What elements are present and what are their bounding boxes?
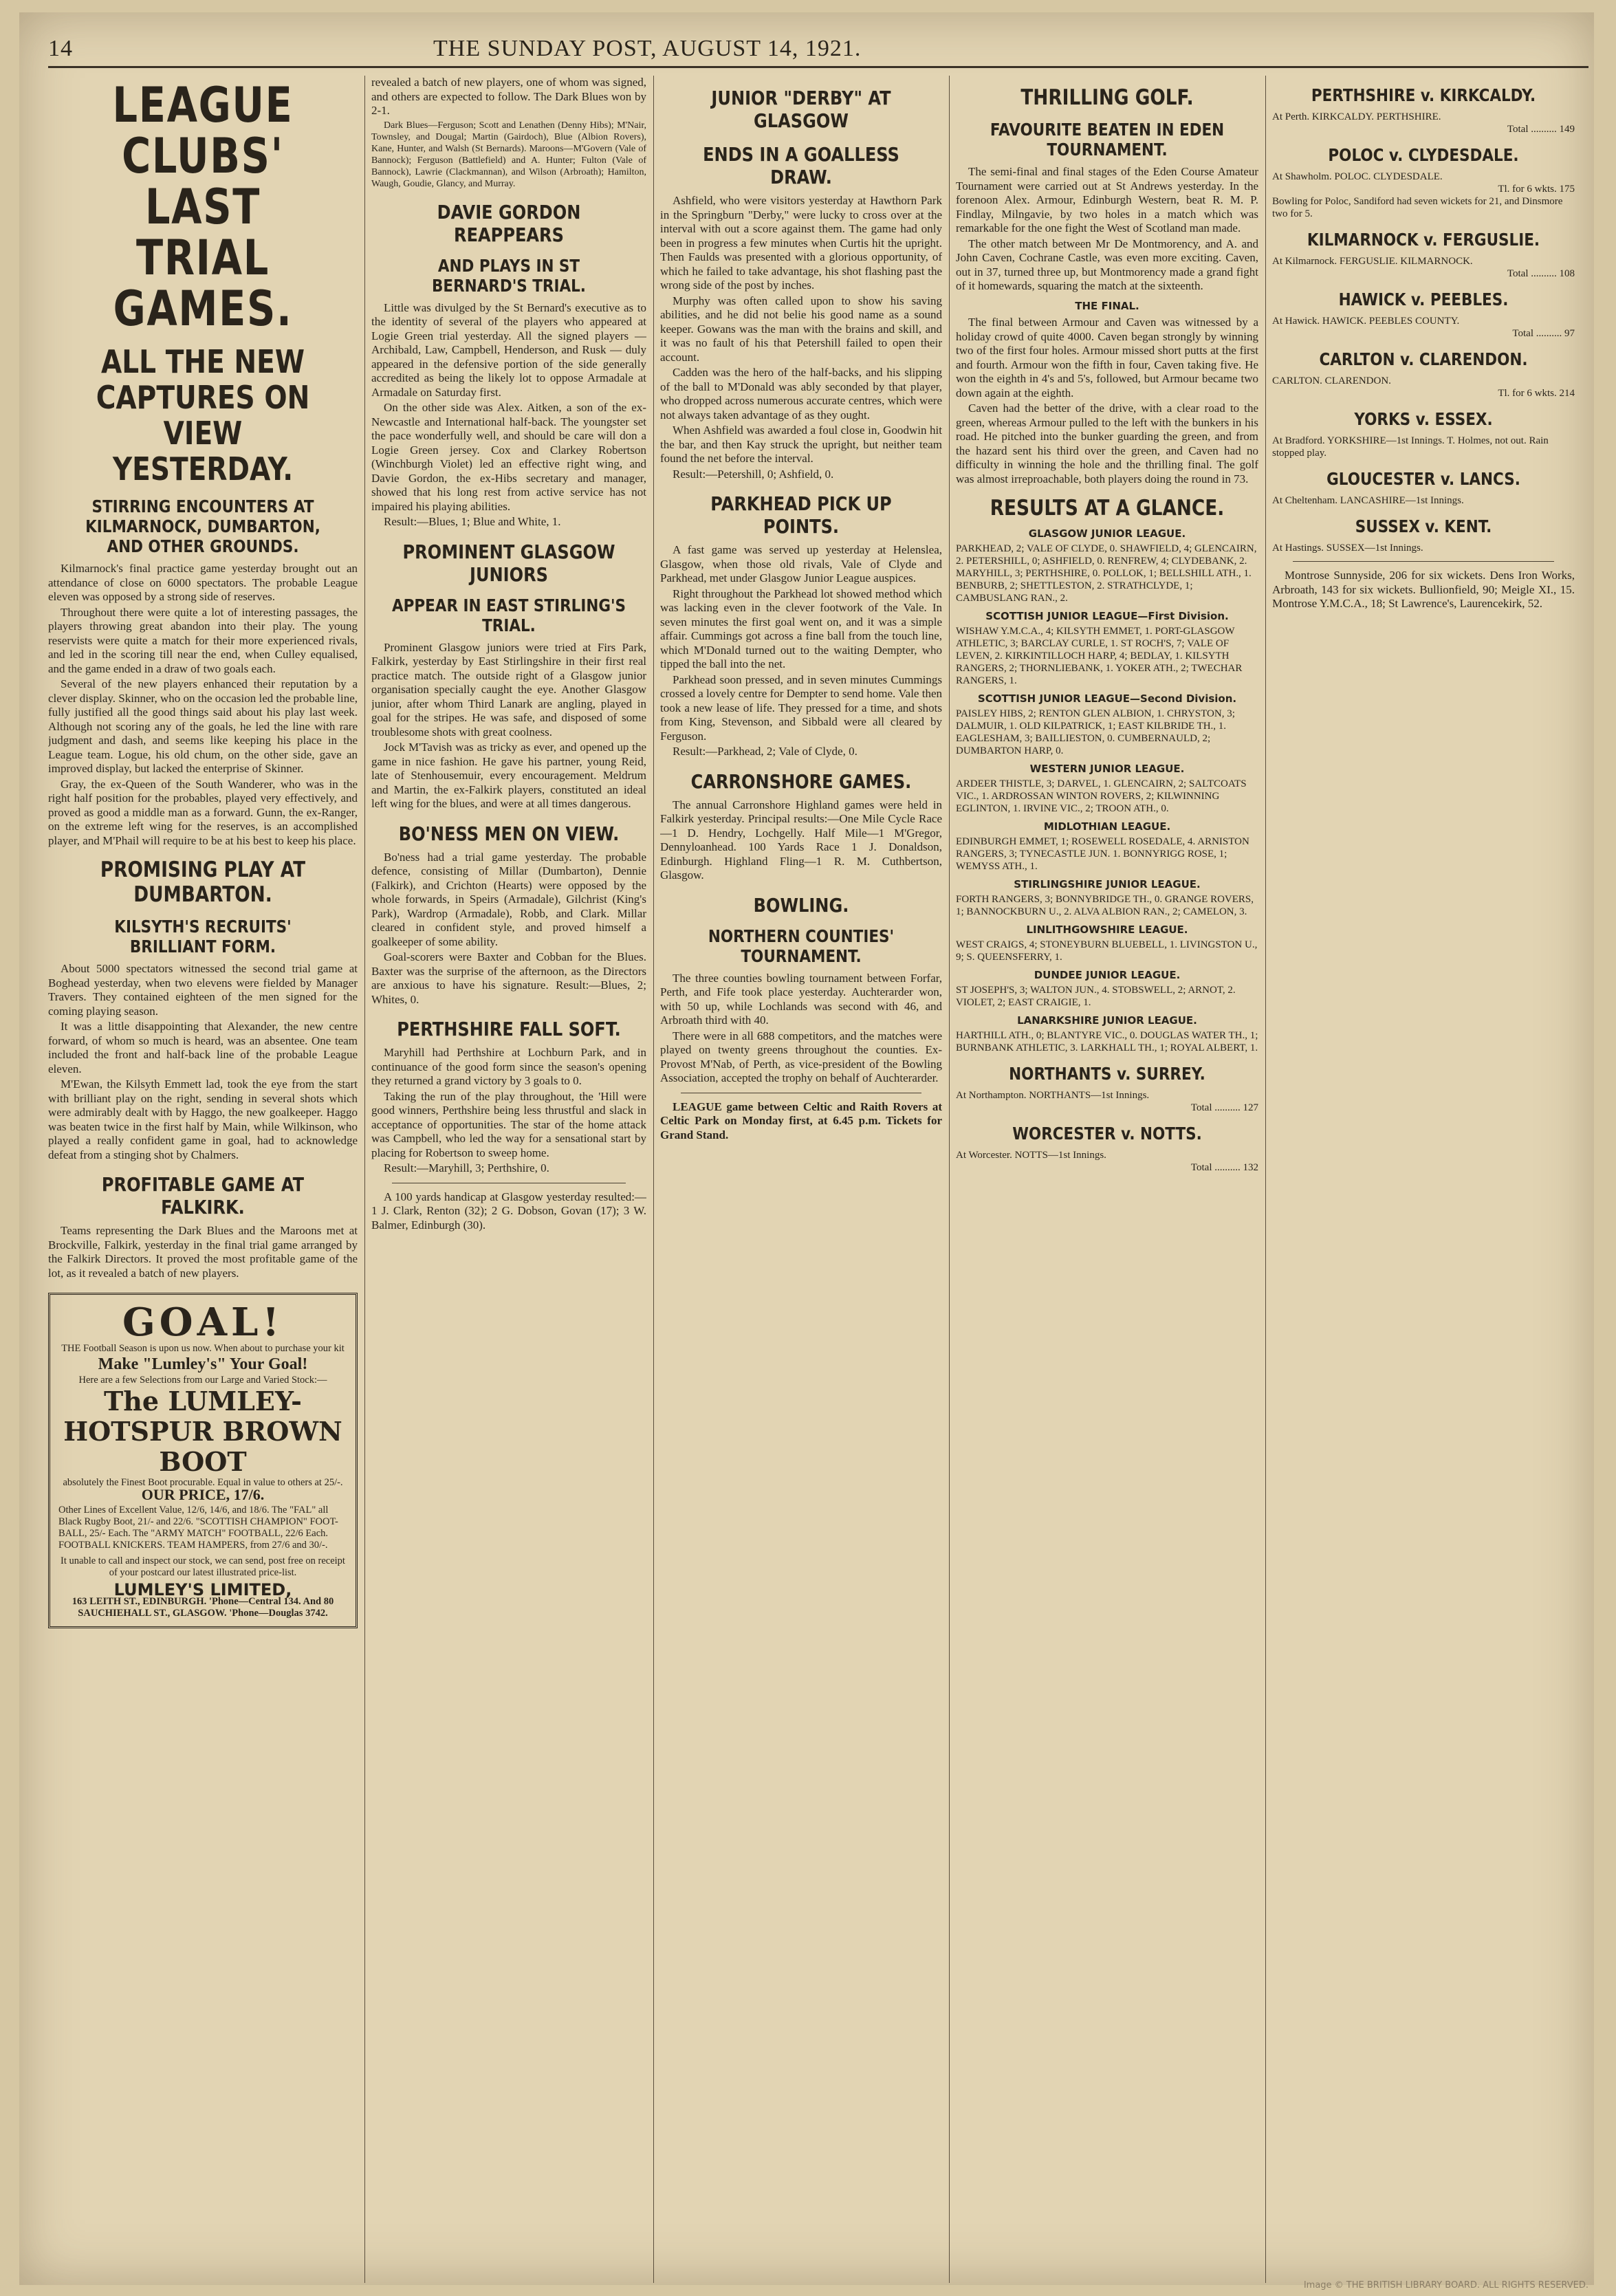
paragraph: Several of the new players enhanced their reputation by a clever display. Skinner, who on the occasion led the probable line, fully justified all the good things said about his play last week. Although not scoring any of the goals, he led the line with rare judgment and dash, and seems like keeping his place in the League team. Logue, his old chum, on the other side, gave an improved display, but lacked the enterprise of Skinner.: [48, 677, 358, 775]
column-2: [371, 76, 646, 2283]
section-headline: PROMISING PLAY AT DUMBARTON.: [100, 857, 306, 907]
scorecard-sub: At Cheltenham. LANCASHIRE—1st Innings.: [1272, 495, 1464, 506]
scorecard-total: Total .......... 108: [1507, 268, 1575, 279]
scorecard-sub: At Kilmarnock. FERGUSLIE. KILMARNOCK.: [1272, 256, 1473, 267]
paragraph: Taking the run of the play throughout, the 'Hill were good winners, Perthshire being less thrustful and slack in acceptance of opportunities. The star of the home attack was Campbell, who led the way for a sensational start by placing for Robertson to sweep home.: [371, 1089, 646, 1159]
scorecard-sub: At Perth. KIRKCALDY. PERTHSHIRE.: [1272, 111, 1441, 122]
paragraph: Jock M'Tavish was as tricky as ever, and opened up the game in nice fashion. He gave his partner, young Reid, late of Stenhousemuir, every encouragement. Meldrum and Martin, the ex-Falkirk players, constituted an ideal left wing for the blues, and were at all times dangerous.: [371, 741, 646, 810]
subheading: THE FINAL.: [1075, 299, 1139, 312]
cricket-headline: KILMARNOCK v. FERGUSLIE.: [1307, 230, 1540, 250]
result-line: Result:—Petershill, 0; Ashfield, 0.: [673, 467, 834, 481]
paragraph: Ashfield, who were visitors yesterday at Hawthorn Park in the Springburn "Derby," were lucky to cross over at the interval with out a score against them. The game had only been in progress a few minutes when Curtis hit the upright. Then Faulds was presented with a glorious opportunity, of which he failed to take advantage, his shot flashing past the wrong side of the post by inches.: [660, 194, 942, 292]
paragraph: Bo'ness had a trial game yesterday. The probable defence, consisting of Millar (Dumbarton), Dennie (Falkirk), and Crichton (Hearts) were opposed by the whole forwards, in Speirs (Armadale), Gilchrist (King's Park), Wardrop (Armadale), Robb, and Clark. Millar cleared in confident style, and proved himself a goalkeeper of some ability.: [371, 850, 646, 948]
league-heading: MIDLOTHIAN LEAGUE.: [1043, 820, 1171, 833]
paragraph: On the other side was Alex. Aitken, a son of the ex-Newcastle and International half-back. The youngster set the pace wonderfully well, and should be care will don a Logie Green jersey. Cox and Clarkey Robertson (Winchburgh Violet) led an effective right wing, and Davie Gordon, the ex-Hibs secretary and manager, showed that his long rest from active service has not impaired his playing abilities.: [371, 401, 646, 513]
league-results: FORTH RANGERS, 3; BONNYBRIDGE TH., 0. GRANGE ROVERS, 1; BANNOCKBURN U., 2. ALVA ALBION RAN., 2; CAMELON, 3.: [956, 894, 1254, 917]
scorecard-sub: CARLTON. CLARENDON.: [1272, 375, 1391, 386]
masthead-rule: [48, 66, 1588, 68]
section-headline: CARRONSHORE GAMES.: [690, 769, 912, 793]
paragraph: Little was divulged by the St Bernard's executive as to the identity of several of the players who appeared at Logie Green trial yesterday. All the signed players — Archibald, Law, Campbell, Henderson, and Rusk — duly appeared in the defensive portion of the side generally accredited as being the likely lot to oppose Armadale at Armadale on Saturday first.: [371, 300, 646, 399]
result-line: Result:—Blues, 1; Blue and White, 1.: [384, 515, 561, 528]
league-heading: LINLITHGOWSHIRE LEAGUE.: [1026, 923, 1188, 936]
section-headline: BO'NESS MEN ON VIEW.: [398, 822, 620, 845]
paragraph: Murphy was often called upon to show his saving abilities, and he did not belie his good name as a sound keeper. Gowans was the man with the brains and skill, and it was no fault of his that Petershill failed to open their account.: [660, 294, 942, 364]
column-1: [48, 76, 358, 2283]
league-results: HARTHILL ATH., 0; BLANTYRE VIC., 0. DOUGLAS WATER TH., 1; BURNBANK ATHLETIC, 3. LARKHALL TH., 1; ROYAL ALBERT, 1.: [956, 1030, 1258, 1053]
section-headline: PROMINENT GLASGOW JUNIORS: [402, 540, 615, 586]
paragraph: Maryhill had Perthshire at Lochburn Park, and in continuance of the good form since the season's opening they returned a grand victory by 3 goals to 0.: [371, 1046, 646, 1087]
section-subheadline: FAVOURITE BEATEN IN EDEN TOURNAMENT.: [990, 120, 1225, 160]
section-subheadline: KILSYTH'S RECRUITS' BRILLIANT FORM.: [114, 917, 292, 956]
scorecard-total: Total .......... 149: [1507, 124, 1575, 135]
ad-brand: The LUMLEY-HOTSPUR BROWN BOOT: [63, 1386, 342, 1477]
section-headline: BOWLING.: [753, 893, 849, 917]
paragraph: The annual Carronshore Highland games were held in Falkirk yesterday. Principal results:—One Mile Cycle Race—1 D. Hendry, Lochgelly. Half Mile—1 M'Gregor, Dennyloanhead. 100 Yards Race 1 J. Donaldson, Edinburgh. Highland Fling—1 R. M. Cuthbertson, Glasgow.: [660, 798, 942, 882]
cricket-headline: POLOC v. CLYDESDALE.: [1328, 145, 1519, 165]
league-results: WISHAW Y.M.C.A., 4; KILSYTH EMMET, 1. PORT-GLASGOW ATHLETIC, 3; BARCLAY CURLE, 1. ST ROCH'S, 7; VALE OF LEVEN, 2. KIRKINTILLOCH HARP, 4; BEDLAY, 1. KILSYTH RANGERS, 2; THORNLIEBANK, 1. YOKER ATH., 2; TWECHAR RANGERS, 1.: [956, 626, 1243, 686]
column-3: [660, 76, 942, 2283]
paragraph: Kilmarnock's final practice game yesterday brought out an attendance of close on 6000 spectators. The probable League eleven was opposed by a strong side of reserves.: [48, 562, 358, 603]
cricket-headline: YORKS v. ESSEX.: [1354, 409, 1493, 429]
paragraph: M'Ewan, the Kilsyth Emmett lad, took the eye from the start with brilliant play on the right, sending in several shots which were admirably dealt with by Haggo, the new goalkeeper. Haggo was beaten twice in the first half by Main, while Wilkinson, who played a really confident game in goal, had to acknowledge defeat from a stinging shot by Chalmers.: [48, 1078, 358, 1161]
ad-footer-text: It unable to call and inspect our stock, we can send, post free on receipt of your postcard our latest illustrated price-list.: [61, 1555, 345, 1578]
cricket-headline: HAWICK v. PEEBLES.: [1338, 289, 1509, 309]
league-heading: STIRLINGSHIRE JUNIOR LEAGUE.: [1014, 878, 1201, 890]
scorecard-total: Tl. for 6 wkts. 214: [1498, 388, 1575, 399]
paragraph: When Ashfield was awarded a foul close in, Goodwin hit the bar, and then Kay struck the upright, but neither team found the net before the interval.: [660, 424, 942, 465]
league-results: WEST CRAIGS, 4; STONEYBURN BLUEBELL, 1. LIVINGSTON U., 9; S. QUEENSFERRY, 1.: [956, 939, 1258, 963]
column-5: [1272, 76, 1575, 2283]
league-results: ARDEER THISTLE, 3; DARVEL, 1. GLENCAIRN, 2; SALTCOATS VIC., 1. ARDROSSAN WINTON ROVERS, 2; KILWINNING EGLINTON, 1. IRVINE VIC., 2; TROON ATH., 0.: [956, 778, 1247, 814]
cricket-headline: PERTHSHIRE v. KIRKCALDY.: [1311, 85, 1536, 105]
result-line: Result:—Maryhill, 3; Perthshire, 0.: [384, 1161, 549, 1174]
page-number: 14: [48, 36, 73, 61]
paper-title: THE SUNDAY POST, AUGUST 14, 1921.: [433, 36, 862, 61]
paragraph: There were in all 688 competitors, and the matches were played on twenty greens throughout the counties. Ex-Provost M'Nab, of Perth, as vice-president of the Bowling Association, accepted the trophy on behalf of Auchterarder.: [660, 1029, 942, 1084]
cricket-headline: WORCESTER v. NOTTS.: [1012, 1124, 1202, 1144]
paragraph: It was a little disappointing that Alexander, the new centre forward, of whom so much is heard, was an absentee. One team included the front and half-back line of the probable League eleven.: [48, 1020, 358, 1075]
paragraph: The other match between Mr De Montmorency, and A. and John Caven, Cochrane Castle, was even more exciting. Caven, out in 37, turned three up, but Montmorency made a grand fight of it homewards, squaring the match at the sixteenth.: [956, 237, 1258, 292]
section-headline: PERTHSHIRE FALL SOFT.: [397, 1018, 621, 1040]
notice: LEAGUE game between Celtic and Raith Rovers at Celtic Park on Monday first, at 6.45 p.m. Tickets for Grand Stand.: [660, 1100, 942, 1141]
paragraph: revealed a batch of new players, one of whom was signed, and others are expected to follow. The Dark Blues won by 2-1.: [371, 76, 646, 117]
section-headline: PROFITABLE GAME AT FALKIRK.: [101, 1173, 305, 1218]
league-heading: SCOTTISH JUNIOR LEAGUE—Second Division.: [977, 692, 1237, 705]
paragraph: Parkhead soon pressed, and in seven minutes Cummings crossed a lovely centre for Dempter to send home. Vale then took a new lease of life. They pressed for a time, and shots from King, Stevenson, and Sibbald were all cleared by Ferguson.: [660, 673, 942, 743]
section-headline: PARKHEAD PICK UP POINTS.: [710, 492, 892, 538]
paragraph: About 5000 spectators witnessed the second trial game at Boghead yesterday, when two elevens were fielded by Manager Travers. They contained eighteen of the men signed for the coming playing season.: [48, 962, 358, 1018]
league-results: PAISLEY HIBS, 2; RENTON GLEN ALBION, 1. CHRYSTON, 3; DALMUIR, 1. OLD KILPATRICK, 1; EAST KILBRIDE TH., 1. EAGLESHAM, 3; BAILLIESTON, 0. CUMBERNAULD, 2; DUMBARTON HARP, 0.: [956, 708, 1235, 756]
rule: [1293, 561, 1554, 562]
result-line: Result:—Parkhead, 2; Vale of Clyde, 0.: [673, 745, 858, 758]
ad-price: OUR PRICE, 17/6.: [141, 1486, 265, 1503]
league-results: ST JOSEPH'S, 3; WALTON JUN., 4. STOBSWELL, 2; ARNOT, 2. VIOLET, 2; EAST CRAIGIE, 1.: [956, 985, 1236, 1008]
paragraph: The semi-final and final stages of the Eden Course Amateur Tournament were carried out at St Andrews yesterday. In the forenoon Alex. Armour, Edinburgh Western, beat R. M. P. Findlay, Milngavie, by two holes in a match which was remarkable for the one fight the West of Scotland man made.: [956, 165, 1258, 234]
ad-address: 163 LEITH ST., EDINBURGH. 'Phone—Central 134. And 80 SAUCHIEHALL ST., GLASGOW. 'Phone—Douglas 3742.: [72, 1596, 334, 1619]
section-subheadline: APPEAR IN EAST STIRLING'S TRIAL.: [391, 595, 626, 635]
results-headline: RESULTS AT A GLANCE.: [990, 496, 1225, 521]
scorecard-sub: At Hawick. HAWICK. PEEBLES COUNTY.: [1272, 316, 1460, 327]
paragraph: Teams representing the Dark Blues and the Maroons met at Brockville, Falkirk, yesterday in the final trial game arranged by the Falkirk Directors. It proved the most profitable game of the lot, as it revealed a batch of new players.: [48, 1224, 358, 1280]
league-results: PARKHEAD, 2; VALE OF CLYDE, 0. SHAWFIELD, 4; GLENCAIRN, 2. PETERSHILL, 0; ASHFIELD, 0. RENFREW, 4; CLYDEBANK, 2. MARYHILL, 3; PERTHSHIRE, 0. POLLOK, 1; BELLSHILL ATH., 1. BENBURB, 2; SHETTLESTON, 2. STRATHCLYDE, 1; CAMBUSLANG RAN., 2.: [956, 543, 1257, 604]
paragraph: Goal-scorers were Baxter and Cobban for the Blues. Baxter was the surprise of the afternoon, as the Directors are anxious to have his signature. Result:—Blues, 2; Whites, 0.: [371, 950, 646, 1006]
paragraph: A fast game was served up yesterday at Helenslea, Glasgow, when those old rivals, Vale of Clyde and Parkhead, met under Glasgow Junior League auspices.: [660, 543, 942, 584]
scorecard-total: Tl. for 6 wkts. 175: [1498, 184, 1575, 195]
column-divider: [653, 76, 654, 2283]
league-heading: DUNDEE JUNIOR LEAGUE.: [1034, 969, 1181, 981]
ad-list: Other Lines of Excellent Value, 12/6, 14/6, and 18/6. The "FAL" all Black Rugby Boot, 21/- and 22/6. "SCOTTISH CHAMPION" FOOT-BALL, 25/- Each. The "ARMY MATCH" FOOTBALL, 22/6 Each. FOOTBALL KNICKERS. TEAM HAMPERS, from 27/6 and 30/-.: [58, 1505, 338, 1551]
scorecard-total: Total .......... 127: [1190, 1102, 1258, 1113]
paragraph: Gray, the ex-Queen of the South Wanderer, who was in the right half position for the probables, played very effectively, and proved as good a middle man as a forward. Gunn, the ex-Ranger, on the extreme left wing for the reserves, is an accomplished player, and M'Phail will require to be at his best to keep his place.: [48, 777, 358, 847]
league-results: EDINBURGH EMMET, 1; ROSEWELL ROSEDALE, 4. ARNISTON RANGERS, 3; TYNECASTLE JUN. 1. BONNYRIGG ROSE, 1; WEMYSS ATH., 1.: [956, 836, 1249, 872]
cricket-headline: NORTHANTS v. SURREY.: [1009, 1064, 1205, 1084]
scorecard-sub: At Northampton. NORTHANTS—1st Innings.: [956, 1090, 1150, 1101]
league-heading: SCOTTISH JUNIOR LEAGUE—First Division.: [985, 610, 1229, 622]
ad-intro: THE Football Season is upon us now. When about to purchase your kit: [61, 1343, 345, 1354]
paragraph: Caven had the better of the drive, with a clear road to the green, whereas Armour pulled to the left with the bunkers in his road. He pitched into the bunker guarding the green, and from the hazard sent his third over the green, and Caven had no difficulty in winning the hole and the thrilling final. The golf was almost irreproachable, both players doing the round in 73.: [956, 402, 1258, 485]
column-divider: [364, 76, 365, 2283]
paragraph: Prominent Glasgow juniors were tried at Firs Park, Falkirk, yesterday by East Stirlingshire in their first real practice match. The outside right of a Glasgow junior organisation specially caught the eye. Another Glasgow junior, after whom Third Lanark are angling, played in goal for the stripes. He was safe, and disposed of some troublesome shots with great coolness.: [371, 640, 646, 739]
paragraph: Throughout there were quite a lot of interesting passages, the players throwing great abandon into their play. The young reservists were quite a match for their more experienced rivals, and led in the scoring till near the end, when Culley equalised, and the game ended in a draw of two goals each.: [48, 605, 358, 675]
section-headline: JUNIOR "DERBY" AT GLASGOW: [711, 87, 891, 132]
team-list: Dark Blues—Ferguson; Scott and Lenathen (Denny Hibs); M'Nair, Townsley, and Dougal; Martin (Gairdoch), Blue (Albion Rovers), Kane, Hunter, and Walsh (St Bernards). Maroons—M'Govern (Vale of Bannock); Ferguson (Battlefield) and A. Hunter; Fulton (Vale of Bannock), Lawrie (Clackmannan), and Wilson (Arbroath); Hamilton, Waugh, Goudie, Glancy, and Murray.: [371, 120, 646, 189]
paragraph: Montrose Sunnyside, 206 for six wickets. Dens Iron Works, Arbroath, 143 for six wickets. Bullionfield, 90; Meigle XI., 15. Montrose Y.M.C.A., 18; St Lawrence's, Laurencekirk, 52.: [1272, 569, 1575, 610]
subheadline: ALL THE NEW CAPTURES ON VIEW YESTERDAY.: [96, 343, 310, 488]
scorecard-sub: At Worcester. NOTTS—1st Innings.: [956, 1150, 1106, 1161]
league-heading: GLASGOW JUNIOR LEAGUE.: [1028, 527, 1186, 540]
paragraph: Right throughout the Parkhead lot showed method which was lacking even in the clever footwork of the Vale. In seven minutes the first goal went on, and it was a simple affair. Cummings got across a fine ball from the touch line, which M'Donald turned out to the waiting Dempter, who tipped the ball into the net.: [660, 587, 942, 670]
ad-slogan: Make "Lumley's" Your Goal!: [98, 1355, 308, 1373]
scorecard-sub: At Hastings. SUSSEX—1st Innings.: [1272, 543, 1423, 554]
league-heading: LANARKSHIRE JUNIOR LEAGUE.: [1017, 1014, 1197, 1027]
section-subheadline: AND PLAYS IN ST BERNARD'S TRIAL.: [432, 255, 586, 296]
scorecard-sub: At Bradford. YORKSHIRE—1st Innings. T. Holmes, not out. Rain stopped play.: [1272, 435, 1549, 459]
scorecard-sub: At Shawholm. POLOC. CLYDESDALE.: [1272, 171, 1443, 182]
column-divider: [949, 76, 950, 2283]
league-heading: WESTERN JUNIOR LEAGUE.: [1029, 763, 1185, 775]
ad-goal-heading: GOAL!: [122, 1300, 283, 1345]
section-headline: DAVIE GORDON REAPPEARS: [437, 200, 581, 246]
section-subheadline: ENDS IN A GOALLESS DRAW.: [703, 143, 899, 188]
copyright-notice: Image © THE BRITISH LIBRARY BOARD. ALL RIGHTS RESERVED.: [1303, 2280, 1588, 2290]
paragraph: Cadden was the hero of the half-backs, and his slipping of the ball to M'Donald was ably seconded by that player, who dropped across numerous accurate centres, which were not always taken advantage of as they ought.: [660, 366, 942, 422]
cricket-headline: SUSSEX v. KENT.: [1355, 516, 1492, 536]
section-subheadline: NORTHERN COUNTIES' TOURNAMENT.: [708, 926, 895, 966]
column-divider: [1265, 76, 1266, 2283]
cricket-headline: GLOUCESTER v. LANCS.: [1326, 469, 1520, 489]
scorecard-note: Bowling for Poloc, Sandiford had seven wickets for 21, and Dinsmore two for 5.: [1272, 196, 1563, 219]
paragraph: The three counties bowling tournament between Forfar, Perth, and Fife took place yesterday. Auchterarder won, with 50 up, while Lochlands was second with 46, and Arbroath third with 40.: [660, 971, 942, 1027]
column-4: [956, 76, 1258, 2283]
scorecard-total: Total .......... 97: [1512, 328, 1575, 339]
main-headline: LEAGUE CLUBS' LAST TRIAL GAMES.: [112, 77, 294, 337]
deck-headline: STIRRING ENCOUNTERS AT KILMARNOCK, DUMBARTON, AND OTHER GROUNDS.: [85, 496, 320, 556]
cricket-headline: CARLTON v. CLARENDON.: [1319, 349, 1528, 369]
paragraph: A 100 yards handicap at Glasgow yesterday resulted:—1 J. Clark, Renton (32); 2 G. Dobson, Govan (17); 3 W. Balmer, Edinburgh (30).: [371, 1190, 646, 1232]
lumley-advertisement: [48, 1293, 358, 1628]
ad-description: absolutely the Finest Boot procurable. Equal in value to others at 25/-.: [63, 1477, 343, 1488]
scorecard-total: Total .......... 132: [1190, 1162, 1258, 1173]
ad-selection: Here are a few Selections from our Large and Varied Stock:—: [78, 1375, 327, 1386]
paragraph: The final between Armour and Caven was witnessed by a holiday crowd of quite 4000. Caven began strongly by winning two of the first four holes. Armour missed short putts at the first and fourth. Armour won the fifth in four, Caven taking five. He won the eighth in 4's and 5's, followed, but Armour became two down again at the eighth.: [956, 316, 1258, 400]
ad-firm: LUMLEY'S LIMITED,: [113, 1580, 292, 1599]
section-headline: THRILLING GOLF.: [1020, 85, 1194, 110]
masthead: [48, 36, 1588, 63]
